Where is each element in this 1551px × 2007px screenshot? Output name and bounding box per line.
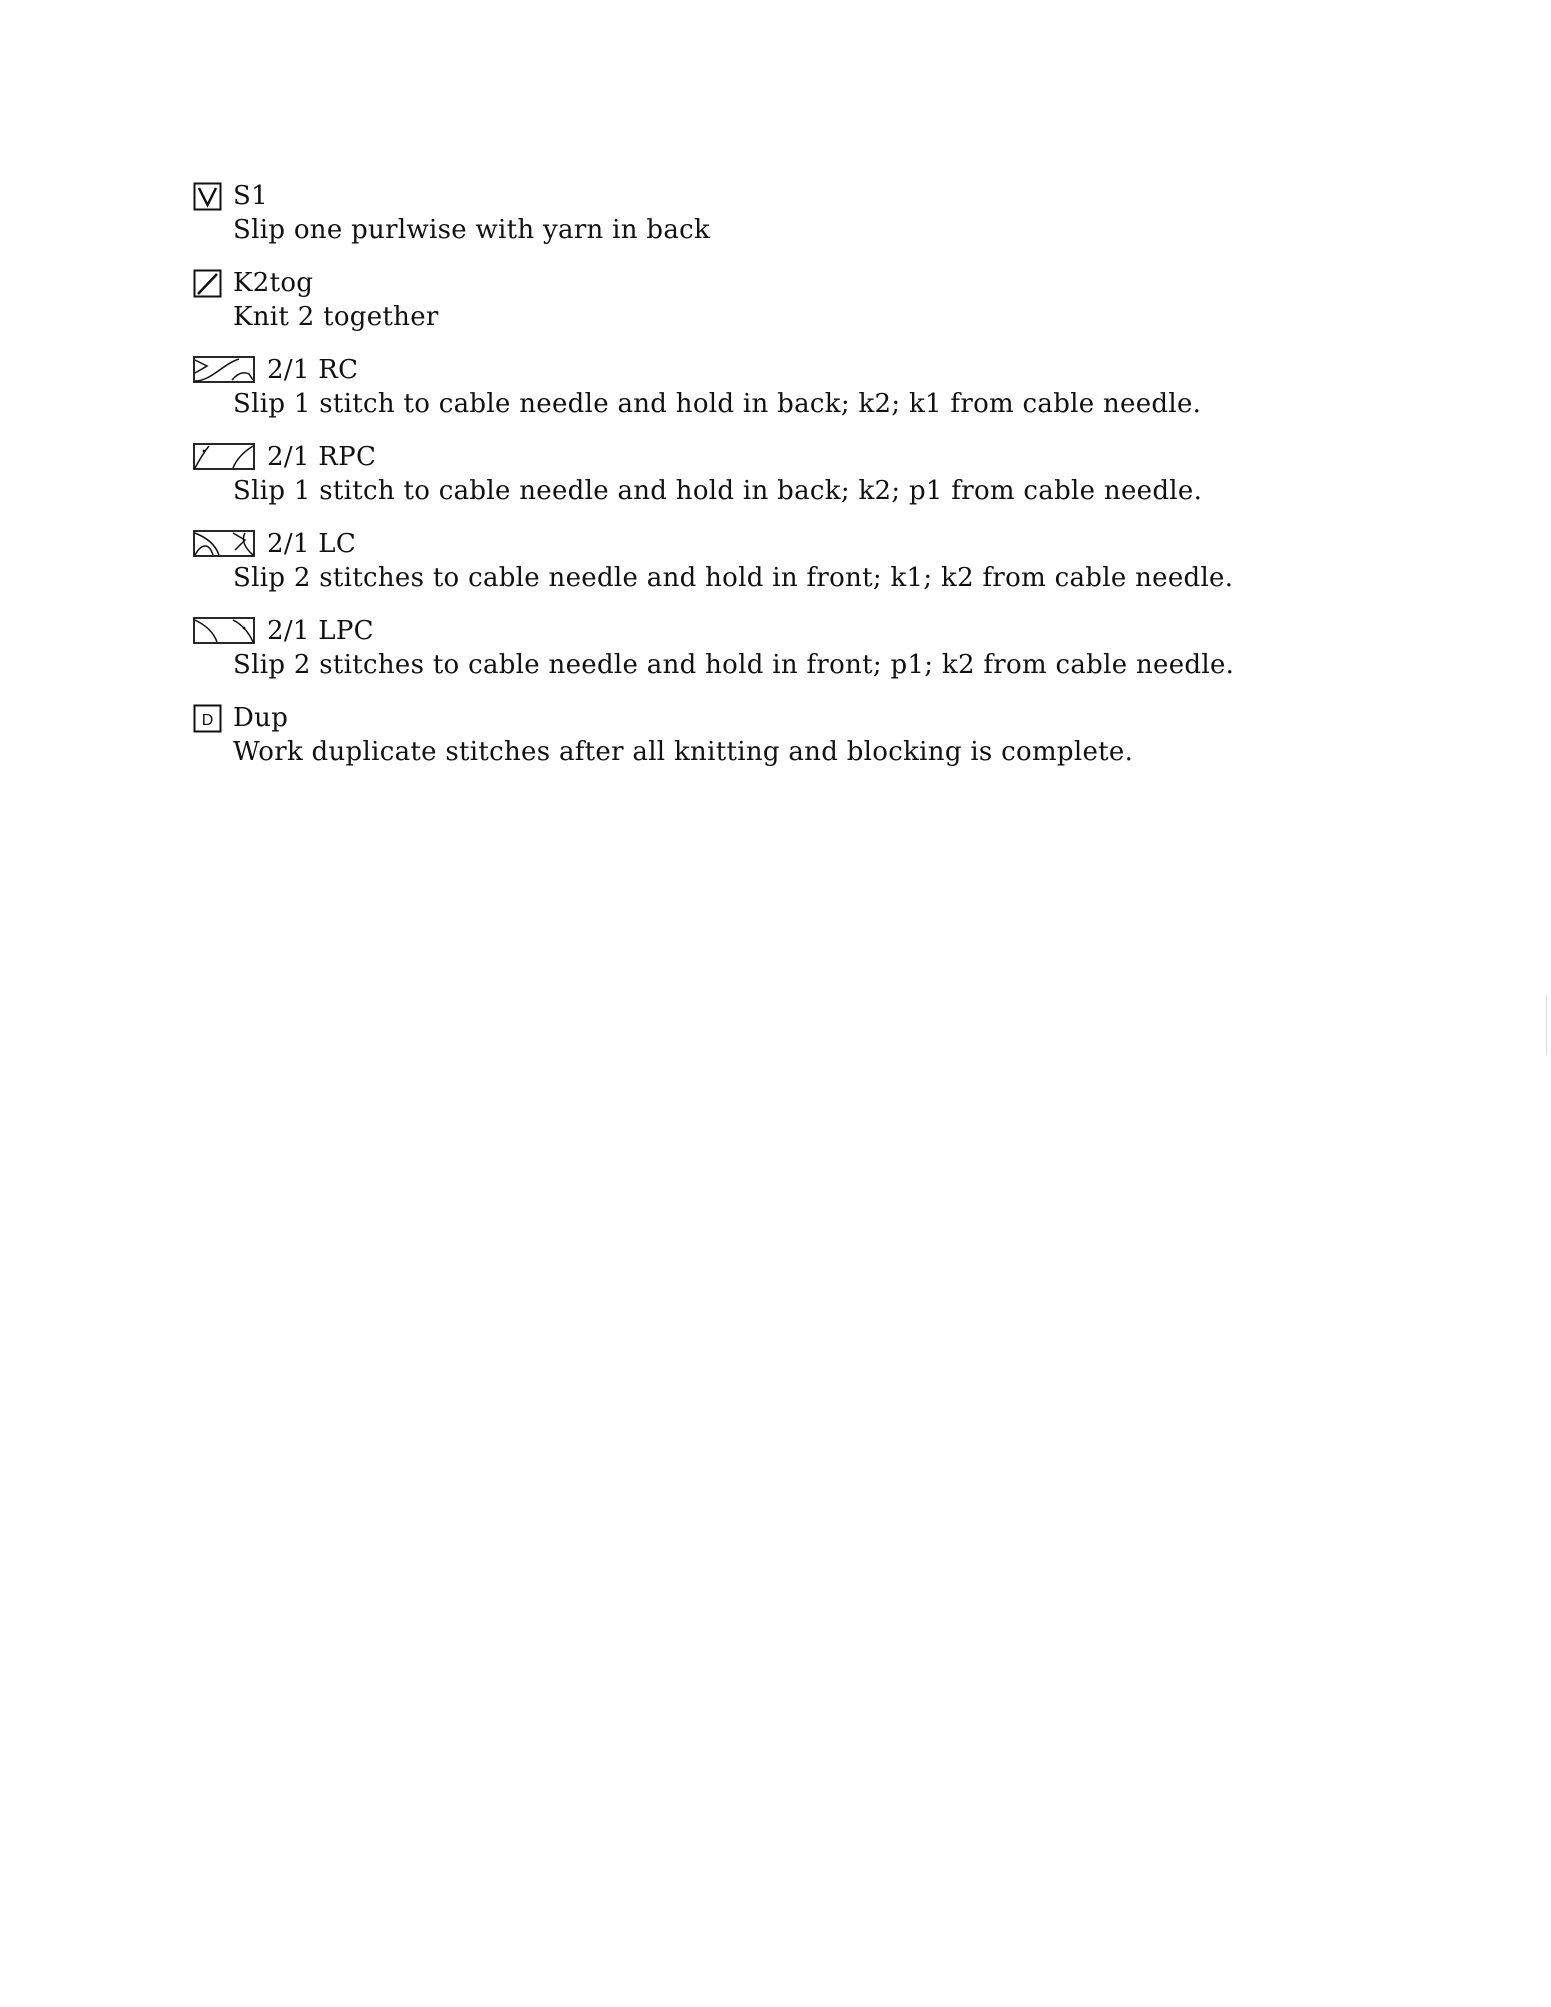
legend-abbr: 2/1 RC [267, 355, 359, 385]
legend-description: Slip 2 stitches to cable needle and hold in front; p1; k2 from cable needle. [233, 650, 1235, 680]
legend-entry-dup [193, 702, 1353, 789]
duplicate-stitch-letter: D [201, 712, 214, 729]
right-purl-cross-cable-icon [193, 443, 255, 471]
legend-description: Work duplicate stitches after all knitting and blocking is complete. [233, 737, 1134, 767]
duplicate-stitch-icon [193, 704, 223, 734]
legend-description: Slip 1 stitch to cable needle and hold in back; k2; p1 from cable needle. [233, 476, 1203, 506]
legend-description: Slip one purlwise with yarn in back [233, 215, 711, 245]
legend-description: Slip 1 stitch to cable needle and hold in back; k2; k1 from cable needle. [233, 389, 1202, 419]
left-purl-cross-cable-icon [193, 617, 255, 645]
page-edge-mark [1546, 995, 1547, 1055]
legend-entry-s1 [193, 180, 1353, 267]
legend-entry-2-1-rc [193, 354, 1353, 441]
legend-entry-k2tog [193, 267, 1353, 354]
legend-abbr: 2/1 LPC [267, 616, 374, 646]
legend-abbr: K2tog [233, 268, 314, 298]
slip-purlwise-icon [193, 182, 223, 212]
legend-abbr: S1 [233, 181, 268, 211]
k2tog-icon [193, 269, 223, 299]
right-cross-cable-icon [193, 356, 255, 384]
legend-description: Knit 2 together [233, 302, 439, 332]
legend-entry-2-1-lc [193, 528, 1353, 615]
legend-abbr: Dup [233, 703, 289, 733]
legend-entry-2-1-rpc [193, 441, 1353, 528]
stitch-legend [193, 180, 1353, 789]
legend-abbr: 2/1 RPC [267, 442, 377, 472]
legend-description: Slip 2 stitches to cable needle and hold in front; k1; k2 from cable needle. [233, 563, 1234, 593]
legend-abbr: 2/1 LC [267, 529, 357, 559]
legend-entry-2-1-lpc [193, 615, 1353, 702]
left-cross-cable-icon [193, 530, 255, 558]
